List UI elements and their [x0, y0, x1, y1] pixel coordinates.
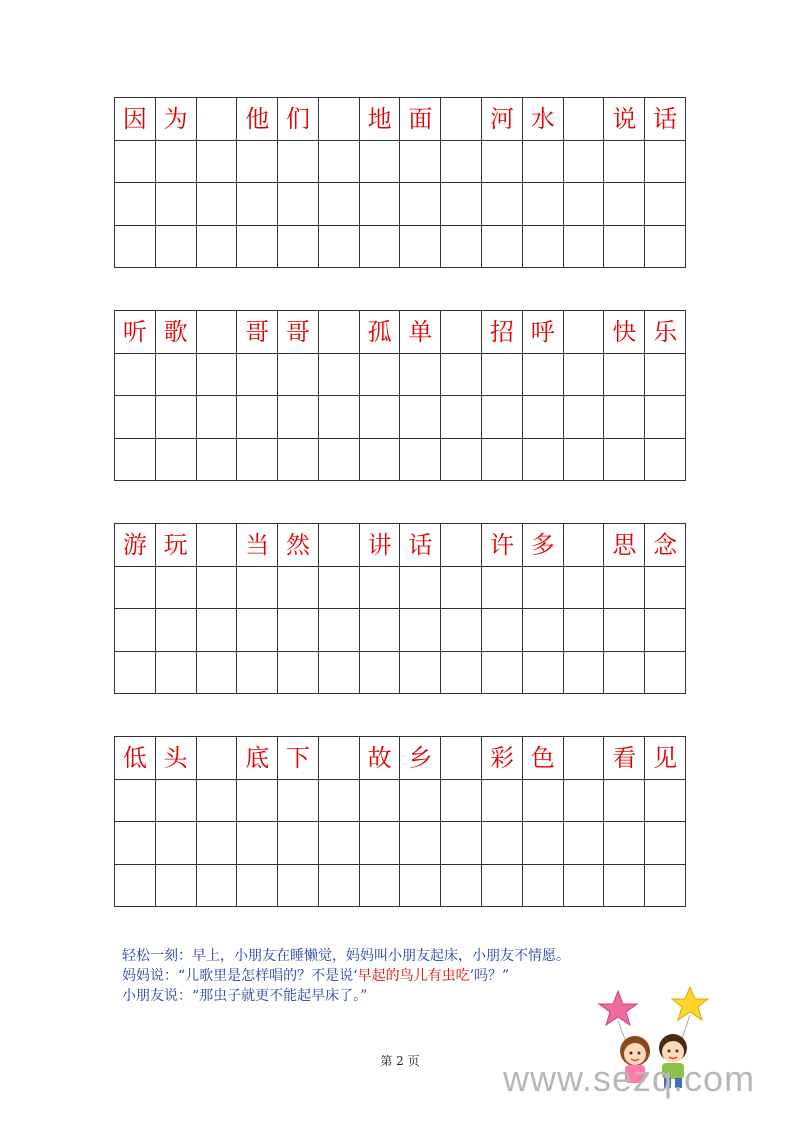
practice-cell: [645, 396, 686, 439]
writing-grid-3: [114, 523, 686, 694]
practice-cell: [523, 652, 564, 695]
practice-cell: [441, 609, 482, 652]
char-cell: [197, 737, 238, 780]
practice-cell: [319, 226, 360, 269]
practice-cell: [482, 822, 523, 865]
practice-cell: [645, 226, 686, 269]
char-cell: [197, 524, 238, 567]
char-cell: 单: [400, 311, 441, 354]
practice-cell: [115, 439, 156, 482]
practice-cell: [278, 439, 319, 482]
char-cell: 念: [645, 524, 686, 567]
char-cell: 孤: [360, 311, 401, 354]
practice-cell: [197, 822, 238, 865]
practice-cell: [197, 439, 238, 482]
watermark-text: www.sezq.com: [503, 1058, 756, 1099]
practice-cell: [360, 183, 401, 226]
practice-cell: [237, 226, 278, 269]
char-cell: 讲: [360, 524, 401, 567]
practice-cell: [482, 439, 523, 482]
practice-cell: [156, 183, 197, 226]
practice-cell: [482, 226, 523, 269]
practice-cell: [441, 780, 482, 823]
practice-cell: [319, 865, 360, 908]
practice-cell: [319, 567, 360, 610]
practice-cell: [156, 609, 197, 652]
practice-cell: [400, 780, 441, 823]
char-cell: 呼: [523, 311, 564, 354]
practice-cell: [441, 822, 482, 865]
char-cell: 他: [237, 98, 278, 141]
char-cell: 许: [482, 524, 523, 567]
practice-cell: [400, 141, 441, 184]
char-cell: [564, 98, 605, 141]
writing-grid-1: [114, 97, 686, 268]
char-cell: 底: [237, 737, 278, 780]
practice-cell: [482, 609, 523, 652]
practice-cell: [319, 652, 360, 695]
char-cell: [564, 737, 605, 780]
practice-cell: [645, 439, 686, 482]
practice-cell: [156, 822, 197, 865]
char-cell: 们: [278, 98, 319, 141]
practice-cell: [237, 141, 278, 184]
practice-cell: [523, 822, 564, 865]
char-cell: 下: [278, 737, 319, 780]
practice-cell: [237, 183, 278, 226]
practice-cell: [564, 141, 605, 184]
practice-cell: [604, 183, 645, 226]
char-cell: [197, 98, 238, 141]
practice-cell: [360, 865, 401, 908]
practice-cell: [319, 609, 360, 652]
char-cell: [197, 311, 238, 354]
practice-cell: [156, 439, 197, 482]
practice-cell: [523, 439, 564, 482]
char-cell: 快: [604, 311, 645, 354]
practice-cell: [115, 226, 156, 269]
char-cell: 为: [156, 98, 197, 141]
practice-cell: [441, 865, 482, 908]
char-cell: 色: [523, 737, 564, 780]
char-cell: [441, 737, 482, 780]
practice-cell: [278, 226, 319, 269]
practice-cell: [237, 822, 278, 865]
practice-cell: [278, 822, 319, 865]
practice-cell: [523, 396, 564, 439]
practice-cell: [604, 354, 645, 397]
practice-cell: [360, 609, 401, 652]
char-cell: 话: [645, 98, 686, 141]
practice-cell: [360, 822, 401, 865]
practice-cell: [400, 652, 441, 695]
practice-cell: [156, 396, 197, 439]
practice-cell: [482, 567, 523, 610]
practice-cell: [400, 354, 441, 397]
char-cell: [564, 311, 605, 354]
practice-cell: [564, 396, 605, 439]
practice-cell: [278, 183, 319, 226]
practice-cell: [237, 865, 278, 908]
practice-cell: [523, 567, 564, 610]
practice-cell: [604, 865, 645, 908]
practice-cell: [645, 567, 686, 610]
practice-cell: [197, 652, 238, 695]
char-cell: 彩: [482, 737, 523, 780]
practice-cell: [197, 609, 238, 652]
practice-cell: [564, 226, 605, 269]
practice-cell: [237, 396, 278, 439]
practice-cell: [278, 141, 319, 184]
practice-cell: [319, 141, 360, 184]
practice-cell: [278, 609, 319, 652]
practice-cell: [115, 183, 156, 226]
practice-cell: [604, 780, 645, 823]
practice-cell: [237, 567, 278, 610]
char-cell: 乡: [400, 737, 441, 780]
char-cell: 说: [604, 98, 645, 141]
practice-cell: [604, 567, 645, 610]
char-cell: [441, 311, 482, 354]
practice-cell: [400, 439, 441, 482]
char-cell: 话: [400, 524, 441, 567]
char-cell: 河: [482, 98, 523, 141]
practice-cell: [482, 141, 523, 184]
practice-cell: [645, 652, 686, 695]
practice-cell: [564, 183, 605, 226]
practice-cell: [400, 183, 441, 226]
practice-cell: [156, 652, 197, 695]
practice-cell: [482, 183, 523, 226]
practice-cell: [645, 865, 686, 908]
practice-cell: [604, 652, 645, 695]
practice-cell: [360, 439, 401, 482]
practice-cell: [400, 865, 441, 908]
joke-text: [122, 946, 570, 1006]
practice-cell: [115, 652, 156, 695]
practice-cell: [482, 780, 523, 823]
practice-cell: [319, 183, 360, 226]
practice-cell: [237, 609, 278, 652]
practice-cell: [360, 396, 401, 439]
writing-grid-4: [114, 736, 686, 907]
practice-cell: [319, 354, 360, 397]
practice-cell: [197, 226, 238, 269]
practice-cell: [523, 226, 564, 269]
char-cell: 故: [360, 737, 401, 780]
practice-cell: [564, 865, 605, 908]
practice-cell: [523, 865, 564, 908]
practice-cell: [115, 567, 156, 610]
practice-cell: [156, 865, 197, 908]
joke-line-2-b: ’吗？”: [469, 968, 510, 984]
practice-cell: [197, 780, 238, 823]
practice-cell: [278, 780, 319, 823]
joke-line-2: [122, 966, 570, 986]
practice-cell: [115, 609, 156, 652]
char-cell: 当: [237, 524, 278, 567]
practice-cell: [441, 439, 482, 482]
practice-cell: [523, 141, 564, 184]
page-number: 第 2 页: [380, 1054, 420, 1068]
char-cell: 乐: [645, 311, 686, 354]
practice-cell: [564, 439, 605, 482]
practice-cell: [645, 822, 686, 865]
practice-cell: [564, 609, 605, 652]
practice-cell: [400, 567, 441, 610]
practice-cell: [115, 396, 156, 439]
char-cell: 面: [400, 98, 441, 141]
practice-cell: [441, 141, 482, 184]
practice-cell: [156, 567, 197, 610]
practice-cell: [156, 354, 197, 397]
practice-cell: [115, 141, 156, 184]
char-cell: [564, 524, 605, 567]
practice-cell: [197, 354, 238, 397]
practice-cell: [197, 567, 238, 610]
practice-cell: [523, 609, 564, 652]
char-cell: [319, 737, 360, 780]
char-cell: 然: [278, 524, 319, 567]
practice-cell: [278, 865, 319, 908]
practice-cell: [604, 396, 645, 439]
practice-cell: [278, 567, 319, 610]
practice-cell: [564, 780, 605, 823]
joke-line-2-a: 妈妈说：“儿歌里是怎样唱的？不是说‘: [122, 968, 358, 984]
practice-cell: [564, 652, 605, 695]
practice-cell: [278, 354, 319, 397]
practice-cell: [645, 141, 686, 184]
practice-cell: [604, 439, 645, 482]
practice-cell: [482, 652, 523, 695]
practice-cell: [319, 396, 360, 439]
practice-cell: [441, 183, 482, 226]
practice-cell: [482, 396, 523, 439]
char-cell: [319, 311, 360, 354]
practice-cell: [237, 439, 278, 482]
practice-cell: [604, 141, 645, 184]
practice-cell: [197, 141, 238, 184]
practice-cell: [604, 609, 645, 652]
joke-quote: 早起的鸟儿有虫吃: [357, 968, 470, 984]
practice-cell: [156, 141, 197, 184]
practice-cell: [197, 183, 238, 226]
practice-cell: [523, 354, 564, 397]
char-cell: 看: [604, 737, 645, 780]
practice-cell: [482, 865, 523, 908]
practice-cell: [360, 780, 401, 823]
char-cell: [319, 98, 360, 141]
practice-cell: [523, 183, 564, 226]
char-cell: 游: [115, 524, 156, 567]
practice-cell: [197, 396, 238, 439]
practice-cell: [564, 567, 605, 610]
practice-cell: [523, 780, 564, 823]
practice-cell: [441, 396, 482, 439]
practice-cell: [360, 226, 401, 269]
practice-cell: [115, 865, 156, 908]
practice-cell: [645, 183, 686, 226]
practice-cell: [115, 780, 156, 823]
practice-cell: [319, 780, 360, 823]
practice-cell: [319, 822, 360, 865]
practice-cell: [360, 141, 401, 184]
char-cell: 头: [156, 737, 197, 780]
char-cell: [441, 524, 482, 567]
practice-cell: [564, 354, 605, 397]
practice-cell: [604, 226, 645, 269]
practice-cell: [645, 354, 686, 397]
practice-cell: [319, 439, 360, 482]
practice-cell: [400, 822, 441, 865]
practice-cell: [360, 567, 401, 610]
char-cell: 思: [604, 524, 645, 567]
char-cell: 低: [115, 737, 156, 780]
char-cell: 因: [115, 98, 156, 141]
practice-cell: [237, 780, 278, 823]
practice-cell: [115, 354, 156, 397]
char-cell: 水: [523, 98, 564, 141]
char-cell: 招: [482, 311, 523, 354]
practice-cell: [645, 780, 686, 823]
char-cell: 哥: [278, 311, 319, 354]
practice-cell: [115, 822, 156, 865]
practice-cell: [278, 652, 319, 695]
practice-cell: [237, 354, 278, 397]
practice-cell: [564, 822, 605, 865]
practice-cell: [441, 226, 482, 269]
char-cell: 见: [645, 737, 686, 780]
writing-grid-2: [114, 310, 686, 481]
practice-cell: [400, 609, 441, 652]
practice-cell: [441, 354, 482, 397]
char-cell: 听: [115, 311, 156, 354]
char-cell: 玩: [156, 524, 197, 567]
practice-cell: [400, 226, 441, 269]
practice-cell: [400, 396, 441, 439]
practice-cell: [237, 652, 278, 695]
joke-line-1: 轻松一刻：早上，小朋友在睡懒觉，妈妈叫小朋友起床，小朋友不情愿。: [122, 948, 570, 964]
practice-cell: [278, 396, 319, 439]
practice-cell: [360, 652, 401, 695]
practice-cell: [441, 652, 482, 695]
practice-cell: [604, 822, 645, 865]
char-cell: 哥: [237, 311, 278, 354]
joke-line-3: 小朋友说：“那虫子就更不能起早床了。”: [122, 988, 368, 1004]
char-cell: 多: [523, 524, 564, 567]
practice-cell: [645, 609, 686, 652]
char-cell: 地: [360, 98, 401, 141]
char-cell: [319, 524, 360, 567]
practice-cell: [156, 780, 197, 823]
practice-cell: [360, 354, 401, 397]
char-cell: 歌: [156, 311, 197, 354]
char-cell: [441, 98, 482, 141]
practice-cell: [156, 226, 197, 269]
practice-cell: [197, 865, 238, 908]
practice-cell: [482, 354, 523, 397]
practice-cell: [441, 567, 482, 610]
